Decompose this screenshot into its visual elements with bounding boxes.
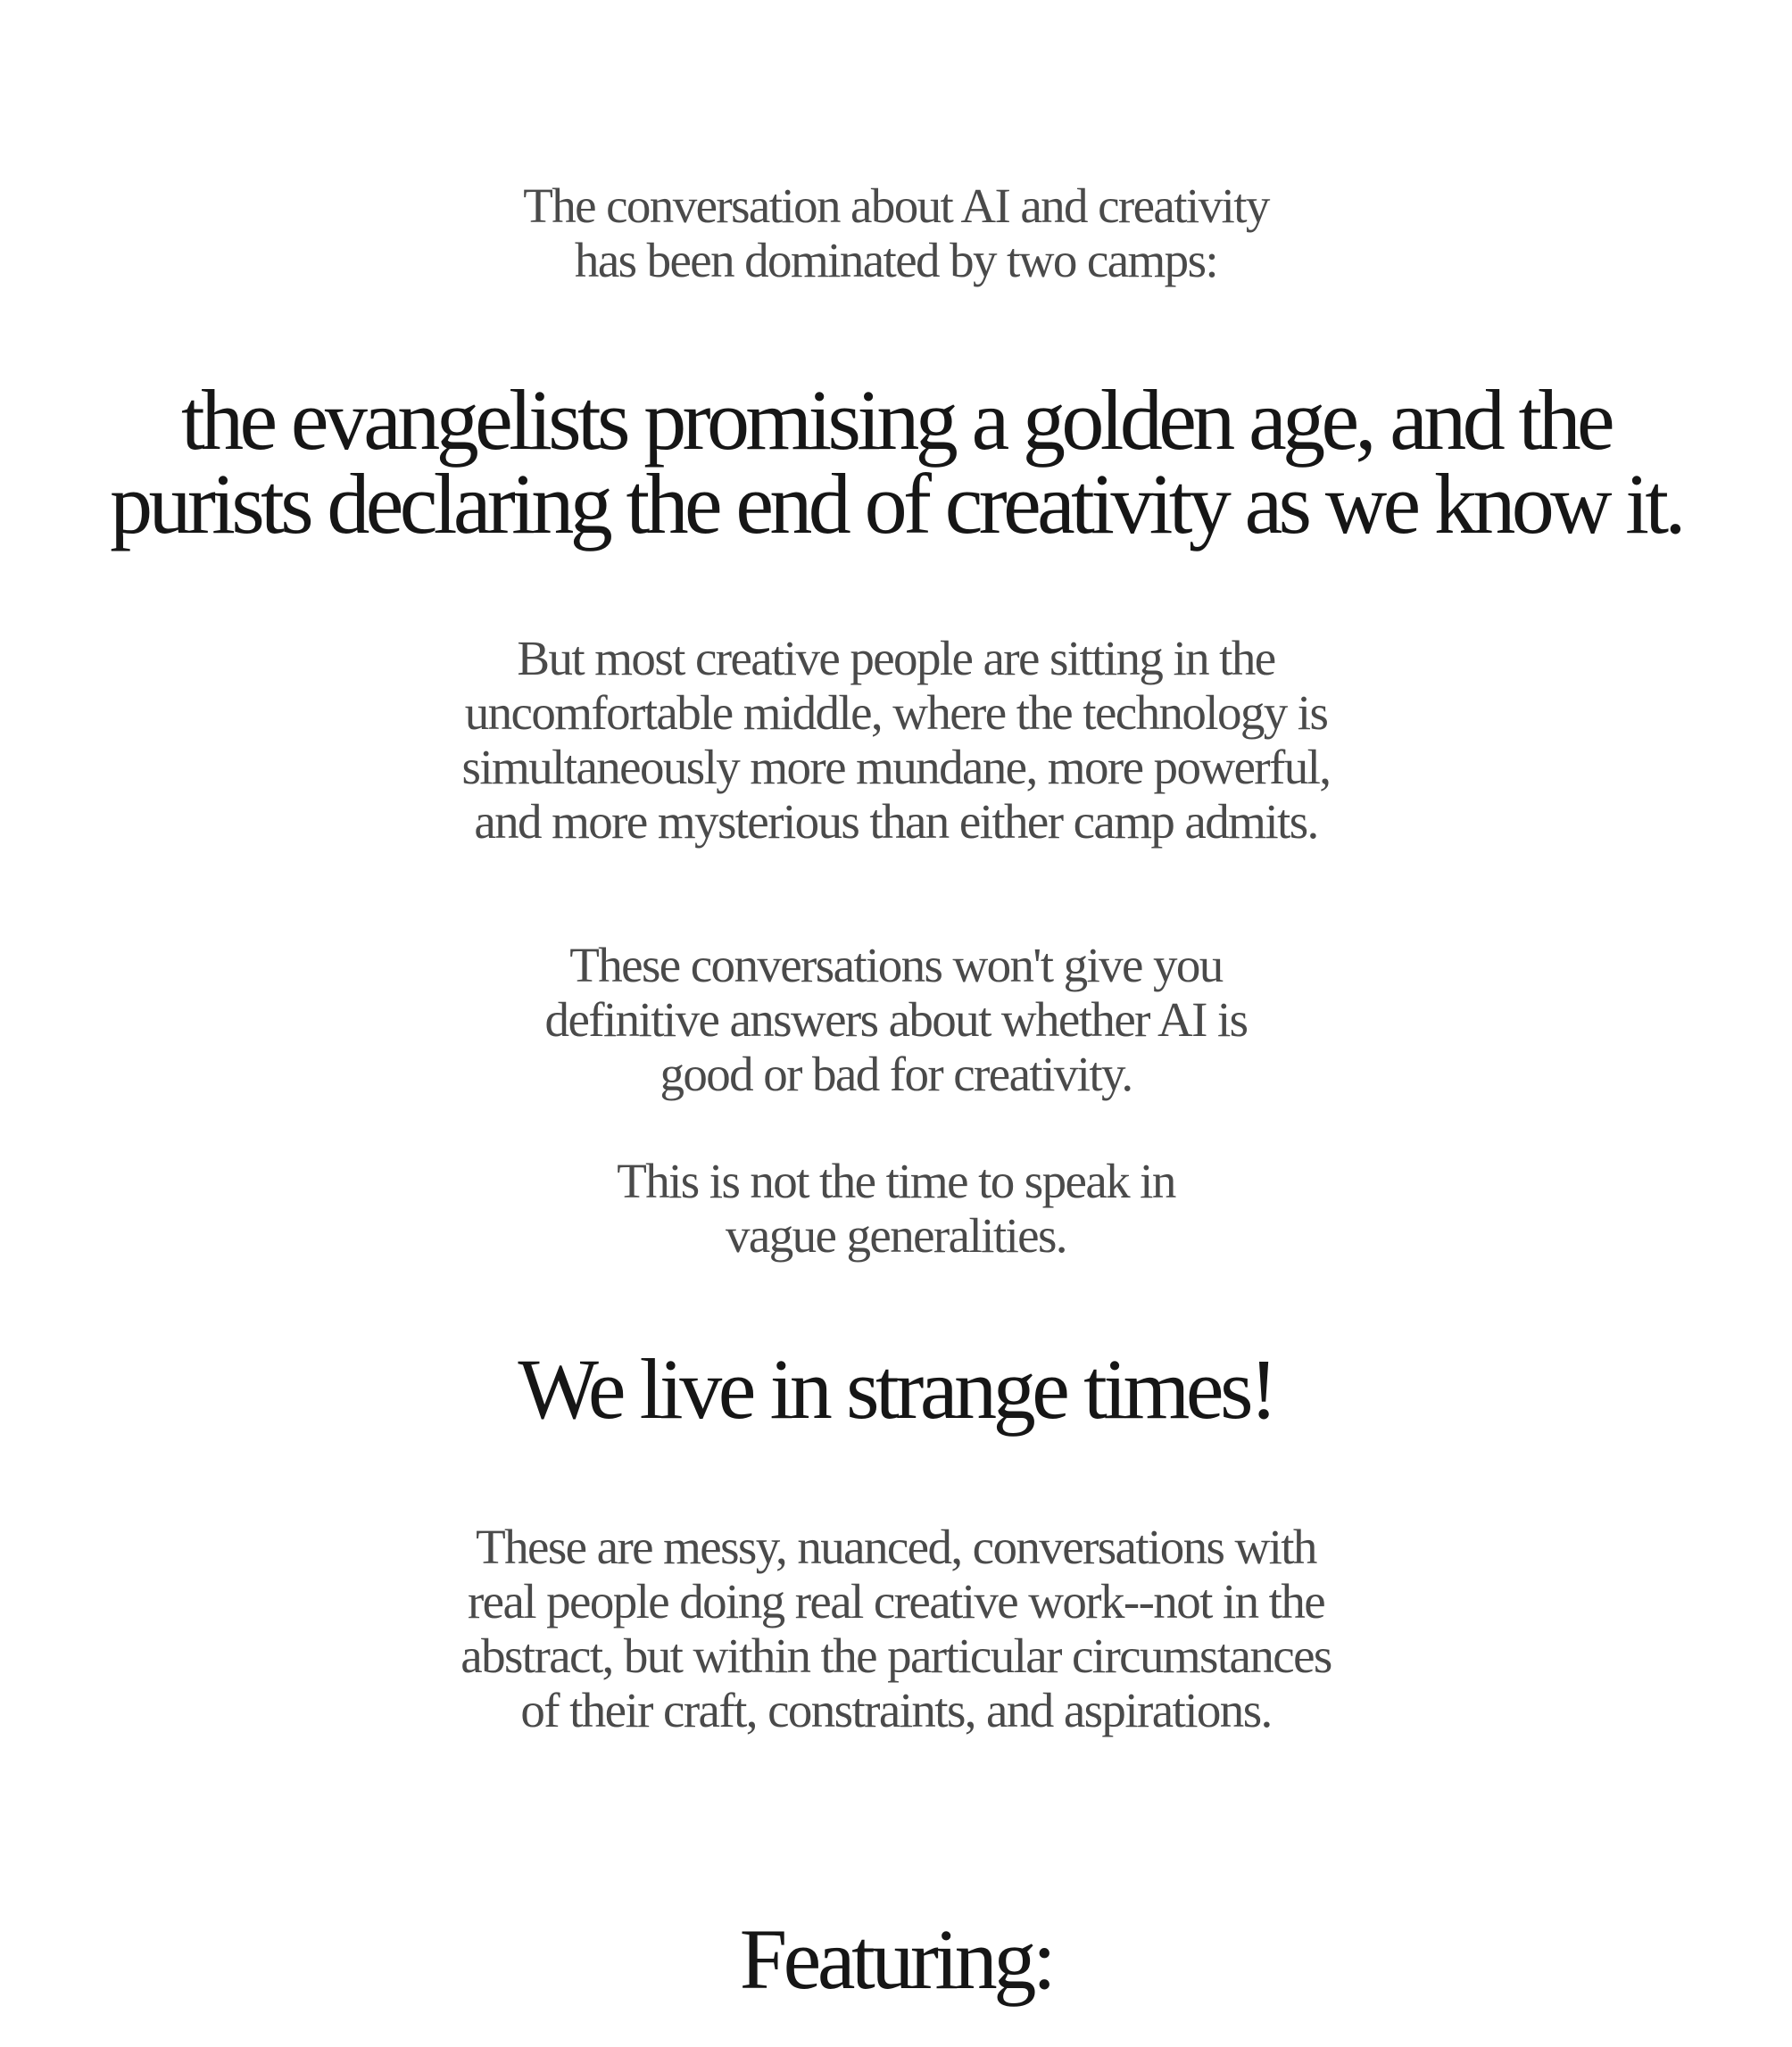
not-vague-line: This is not the time to speak in — [617, 1154, 1175, 1208]
camps-quote-line: purists declaring the end of creativity as we know it. — [110, 456, 1682, 551]
messy-line: of their craft, constraints, and aspirations. — [520, 1683, 1272, 1737]
messy-paragraph — [0, 1520, 1792, 1737]
strange-times-text: We live in strange times! — [518, 1341, 1274, 1437]
no-answers-line: These conversations won't give you — [569, 938, 1223, 992]
no-answers-line: definitive answers about whether AI is — [544, 992, 1248, 1047]
middle-line: uncomfortable middle, where the technology is — [464, 685, 1328, 740]
messy-line: These are messy, nuanced, conversations with — [476, 1520, 1316, 1574]
intro-paragraph — [0, 178, 1792, 287]
middle-paragraph — [0, 631, 1792, 849]
strange-times-heading — [0, 1340, 1792, 1438]
featuring-heading — [0, 1910, 1792, 2009]
intro-line: has been dominated by two camps: — [574, 233, 1218, 287]
intro-line: The conversation about AI and creativity — [523, 178, 1269, 233]
messy-line: real people doing real creative work--not in the — [467, 1574, 1325, 1628]
no-answers-line: good or bad for creativity. — [660, 1047, 1132, 1101]
not-vague-line: vague generalities. — [726, 1208, 1066, 1263]
not-vague-paragraph — [0, 1154, 1792, 1263]
middle-line: But most creative people are sitting in the — [517, 631, 1275, 685]
middle-line: and more mysterious than either camp admits. — [474, 794, 1318, 849]
camps-quote-line: the evangelists promising a golden age, and the — [181, 372, 1611, 468]
middle-line: simultaneously more mundane, more powerful, — [461, 740, 1331, 794]
camps-quote — [0, 372, 1792, 551]
no-answers-paragraph — [0, 938, 1792, 1101]
featuring-text: Featuring: — [739, 1911, 1053, 2007]
messy-line: abstract, but within the particular circumstances — [460, 1628, 1332, 1683]
